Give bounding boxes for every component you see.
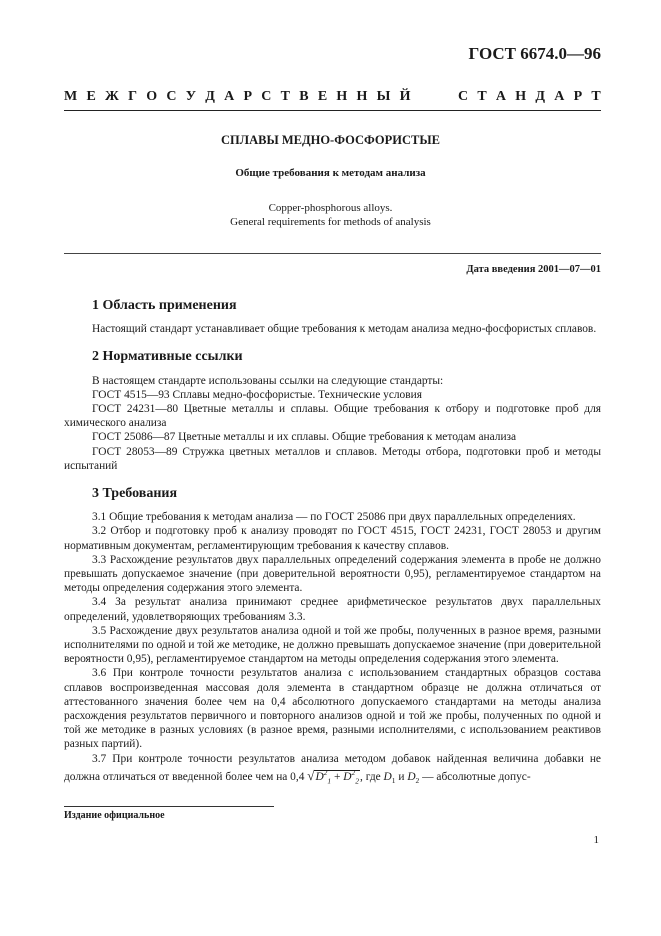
- banner-letter: С: [166, 89, 177, 104]
- clause-3-3: 3.3 Расхождение результатов двух параллельных определений содержания элемента в пробе не должно превышать допускаемое значение (при доверительной вероятности 0,95), регламентируемое стандартом на методы определения содержания этого элемента.: [64, 553, 601, 595]
- banner-letter: С: [457, 89, 469, 104]
- banner-letter: Е: [317, 89, 328, 104]
- standard-type-banner: [64, 89, 601, 105]
- banner-letter: Н: [515, 89, 527, 104]
- clause-3-2: 3.2 Отбор и подготовку проб к анализу проводят по ГОСТ 4515, ГОСТ 24231, ГОСТ 28053 и другим нормативным документам, регламентирующим требования к качеству сплавов.: [64, 525, 601, 552]
- section-2-heading: 2 Нормативные ссылки: [92, 349, 243, 365]
- footer-rule: [64, 806, 274, 807]
- section-3-heading: 3 Требования: [92, 486, 178, 502]
- section-1-heading: 1 Область применения: [92, 298, 237, 313]
- title-en: [0, 202, 661, 229]
- intro-date: Дата введения 2001—07—01: [466, 264, 601, 275]
- banner-letter: А: [554, 89, 565, 104]
- banner-letter: [432, 89, 436, 105]
- title-rule: [64, 253, 601, 254]
- title-en-line1: Copper-phosphorous alloys.: [268, 202, 393, 214]
- banner-letter: Ы: [376, 89, 391, 104]
- banner-letter: У: [185, 89, 197, 104]
- edition-label: Издание официальное: [64, 810, 165, 821]
- banner-letter: Г: [128, 89, 138, 104]
- title-ru-sub: Общие требования к методам анализа: [235, 167, 426, 179]
- title-en-line2: General requirements for methods of analysis: [230, 215, 431, 228]
- banner-letter: В: [299, 89, 309, 104]
- banner-letter: [420, 89, 424, 105]
- banner-letter: Н: [356, 89, 368, 104]
- clause-3-1: 3.1 Общие требования к методам анализа — по ГОСТ 25086 при двух параллельных определениях.: [92, 511, 576, 524]
- sqrt-formula: $√D^2_1 + D^2_2$: [307, 767, 360, 785]
- banner-letter: Т: [280, 89, 290, 104]
- section-2-ref-2: ГОСТ 24231—80 Цветные металлы и сплавы. Общие требования к отбору и подготовке проб для химического анализа: [64, 403, 601, 430]
- clause-3-5: 3.5 Расхождение двух результатов анализа одной и той же пробы, полученных в разное время, разными исполнителями по одной и той же методике, не должно превышать допускаемое значение (при доверительной вероятности 0,95), регламентируемое стандартом на методы определения содержания этого элемента.: [64, 624, 601, 666]
- banner-letter: С: [261, 89, 272, 104]
- banner-letter: Т: [591, 89, 601, 104]
- banner-letter: Ж: [105, 89, 119, 104]
- banner-letter: Д: [205, 89, 215, 104]
- banner-letter: Е: [86, 89, 96, 104]
- clause-3-7: 3.7 При контроле точности результатов анализа методом добавок найденная величина добавки не должна отличаться от введенной более чем на 0,4 $√D^2_1 + D^2_2$, где $D_1$ и $D_2$ — абсолютные допус-: [64, 752, 601, 785]
- banner-letter: Й: [399, 89, 411, 104]
- document-body: [64, 293, 601, 788]
- banner-letter: Т: [477, 89, 487, 104]
- banner-letter: Д: [535, 89, 546, 104]
- banner-letter: А: [495, 89, 507, 104]
- section-2-ref-3: ГОСТ 25086—87 Цветные металлы и их сплавы. Общие требования к методам анализа: [92, 431, 517, 444]
- section-2-ref-4: ГОСТ 28053—89 Стружка цветных металлов и сплавов. Методы отбора, подготовки проб и методы испытаний: [64, 445, 601, 472]
- gost-number: ГОСТ 6674.0—96: [468, 44, 601, 63]
- banner-letter: А: [224, 89, 235, 104]
- section-2-para-1: В настоящем стандарте использованы ссылки на следующие стандарты:: [92, 374, 444, 387]
- banner-letter: Р: [243, 89, 253, 104]
- title-ru-main: СПЛАВЫ МЕДНО-ФОСФОРИСТЫЕ: [221, 133, 440, 147]
- banner-letter: Н: [336, 89, 348, 104]
- banner-letter: Р: [573, 89, 583, 104]
- section-2-ref-1: ГОСТ 4515—93 Сплавы медно-фосфористые. Технические условия: [92, 388, 422, 401]
- banner-letter: [445, 89, 449, 105]
- banner-letter: О: [146, 89, 158, 104]
- clause-3-4: 3.4 За результат анализа принимают среднее арифметическое результатов двух параллельных определений, удовлетворяющих требованиям 3.3.: [64, 596, 601, 623]
- banner-letter: М: [64, 89, 78, 104]
- clause-3-6: 3.6 При контроле точности результатов анализа с использованием стандартных образцов состава сплавов воспроизведенная массовая доля элемента в стандартном образце не должна отличаться от аттестованного значения более чем на 0,4 абсолютного допускаемого стандартами на методы анализа расхождения результатов первичного и повторного анализов одной и той же пробы, полученных по одной и той же методике в разных условиях (в разное время, разными исполнителями, с использованием реактивов разных партий).: [64, 667, 601, 751]
- header-rule: [64, 110, 601, 111]
- section-1-para: Настоящий стандарт устанавливает общие требования к методам анализа медно-фосфористых сплавов.: [92, 323, 597, 336]
- page-number: 1: [593, 834, 599, 846]
